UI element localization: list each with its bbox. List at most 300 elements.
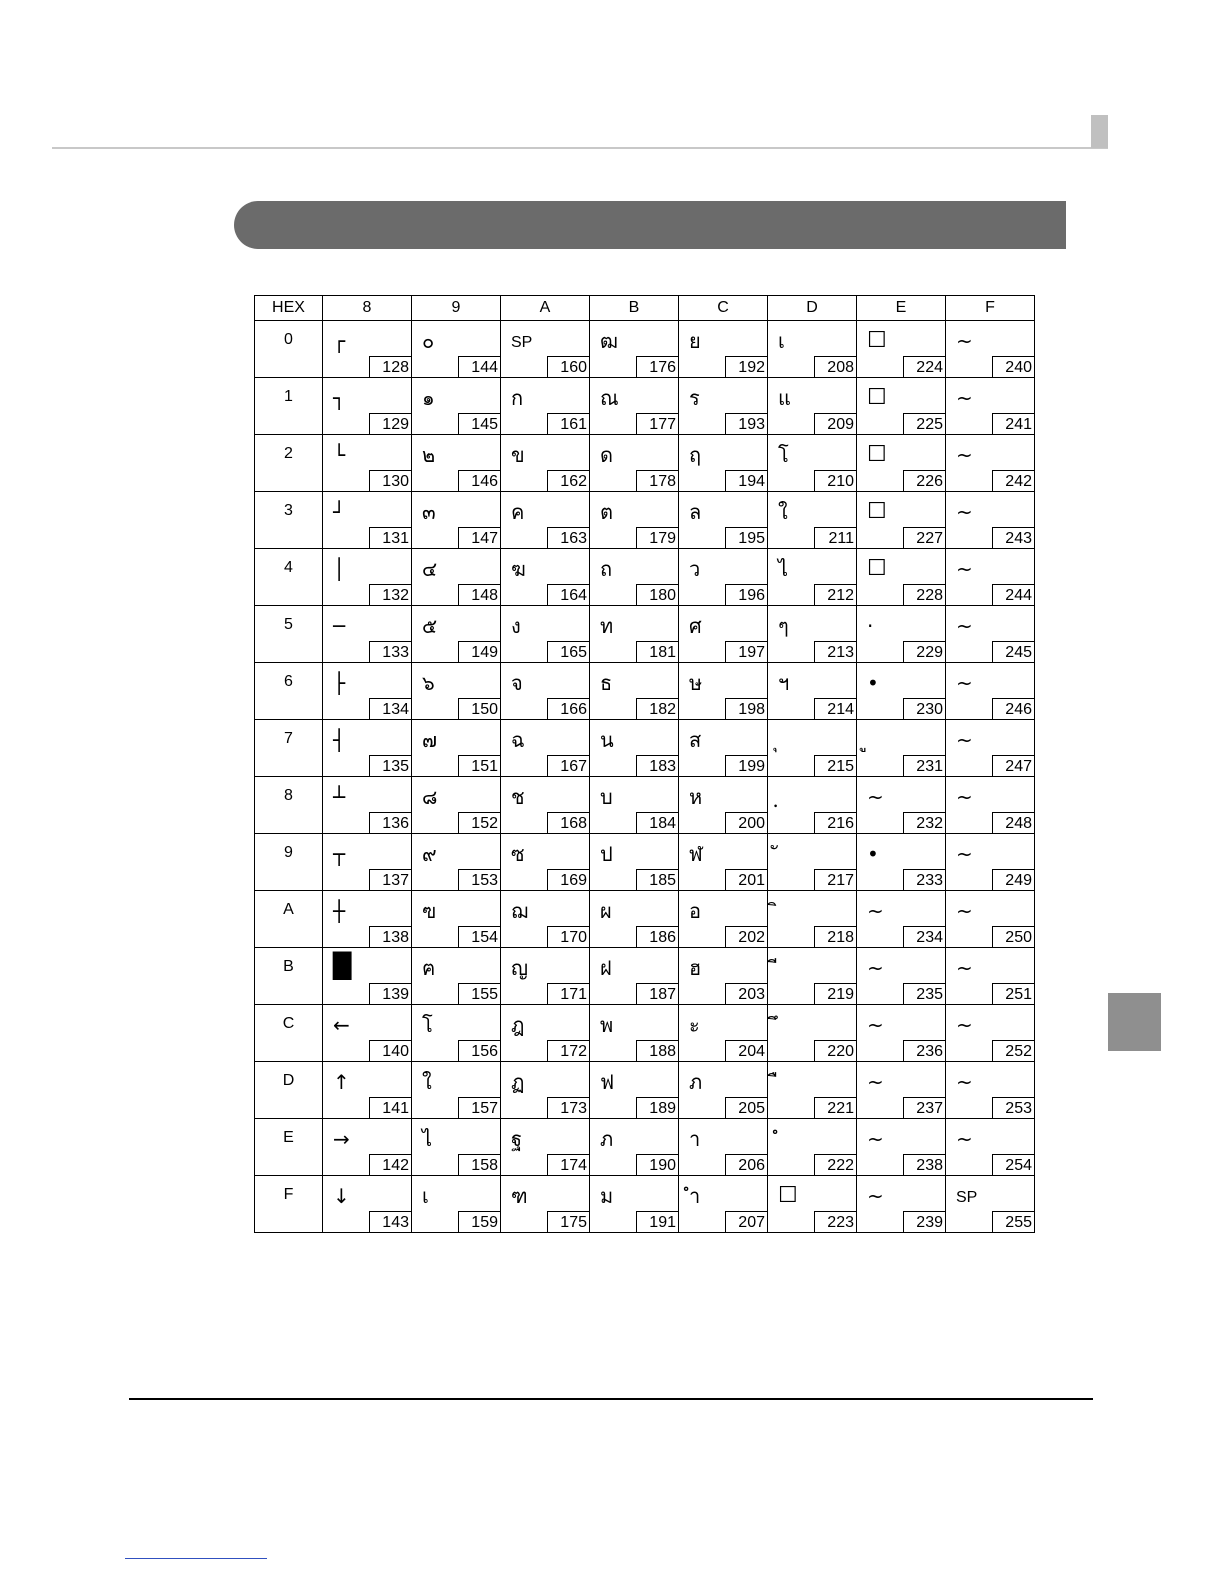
cell-glyph: ~ — [956, 500, 973, 524]
table-cell — [412, 834, 501, 891]
table-cell — [412, 720, 501, 777]
cell-decimal-code: 150 — [458, 698, 501, 720]
cell-glyph: ~ — [956, 728, 973, 752]
cell-decimal-code: 193 — [725, 413, 768, 435]
row-hex-label — [255, 378, 323, 435]
cell-glyph: ท — [600, 614, 614, 638]
row-hex-label — [255, 720, 323, 777]
cell-glyph: ไ — [422, 1127, 433, 1151]
cell-decimal-code: 246 — [992, 698, 1035, 720]
row-hex-label — [255, 834, 323, 891]
cell-decimal-code: 185 — [636, 869, 679, 891]
cell-glyph: ธ — [600, 671, 613, 695]
cell-decimal-code: 230 — [903, 698, 946, 720]
cell-decimal-code: 220 — [814, 1040, 857, 1062]
cell-decimal-code: 252 — [992, 1040, 1035, 1062]
table-cell — [679, 435, 768, 492]
cell-decimal-code: 142 — [369, 1154, 412, 1176]
cell-glyph: ก — [511, 386, 524, 410]
cell-glyph: ☐ — [867, 328, 887, 353]
cell-glyph: ~ — [956, 956, 973, 980]
table-cell — [412, 948, 501, 1005]
cell-glyph: ๘ — [422, 785, 438, 809]
cell-decimal-code: 156 — [458, 1040, 501, 1062]
table-cell — [857, 891, 946, 948]
table-cell — [857, 948, 946, 1005]
cell-glyph: ส — [689, 728, 702, 752]
cell-glyph: ษ — [689, 671, 703, 695]
cell-glyph: ห — [689, 785, 703, 809]
cell-decimal-code: 227 — [903, 527, 946, 549]
header-col-b: B — [590, 296, 679, 321]
cell-glyph: ☐ — [778, 1183, 798, 1208]
table-cell — [946, 1119, 1035, 1176]
cell-glyph: └ — [333, 443, 346, 467]
cell-glyph: ~ — [867, 899, 884, 923]
table-cell — [501, 1062, 590, 1119]
cell-glyph: ~ — [956, 614, 973, 638]
row-hex-label — [255, 549, 323, 606]
cell-decimal-code: 202 — [725, 926, 768, 948]
table-cell — [412, 435, 501, 492]
cell-decimal-code: 161 — [547, 413, 590, 435]
cell-glyph: ~ — [867, 1013, 884, 1037]
cell-glyph: เ — [778, 329, 785, 353]
cell-glyph: ฒ — [600, 329, 619, 353]
row-hex-label-text: D — [282, 1072, 295, 1089]
cell-glyph: แ — [778, 386, 791, 410]
cell-glyph: SP — [511, 334, 533, 351]
cell-decimal-code: 229 — [903, 641, 946, 663]
cell-decimal-code: 154 — [458, 926, 501, 948]
cell-glyph: ๔ — [422, 557, 438, 581]
cell-decimal-code: 208 — [814, 356, 857, 378]
table-cell — [768, 1062, 857, 1119]
cell-decimal-code: 147 — [458, 527, 501, 549]
cell-decimal-code: 169 — [547, 869, 590, 891]
table-row — [255, 1062, 1035, 1119]
table-cell — [946, 492, 1035, 549]
table-cell — [679, 891, 768, 948]
cell-decimal-code: 180 — [636, 584, 679, 606]
table-cell — [946, 948, 1035, 1005]
row-hex-label — [255, 891, 323, 948]
table-cell — [768, 378, 857, 435]
footer-rule — [129, 1398, 1093, 1400]
table-cell — [590, 834, 679, 891]
cell-glyph: SP — [956, 1189, 978, 1206]
cell-glyph: ┘ — [333, 500, 346, 524]
cell-decimal-code: 157 — [458, 1097, 501, 1119]
table-cell — [501, 891, 590, 948]
cell-glyph: ใ — [422, 1070, 432, 1094]
cell-decimal-code: 195 — [725, 527, 768, 549]
cell-decimal-code: 143 — [369, 1211, 412, 1233]
cell-decimal-code: 172 — [547, 1040, 590, 1062]
cell-decimal-code: 129 — [369, 413, 412, 435]
table-cell — [857, 435, 946, 492]
cell-glyph: ├ — [333, 671, 346, 695]
row-hex-label — [255, 492, 323, 549]
cell-decimal-code: 164 — [547, 584, 590, 606]
cell-glyph: ~ — [867, 785, 884, 809]
table-cell — [323, 1176, 412, 1233]
cell-decimal-code: 255 — [992, 1211, 1035, 1233]
table-row — [255, 777, 1035, 834]
table-cell — [768, 1005, 857, 1062]
cell-glyph: ┬ — [333, 842, 346, 866]
cell-glyph: ฌ — [511, 899, 529, 923]
cell-decimal-code: 192 — [725, 356, 768, 378]
table-row — [255, 492, 1035, 549]
cell-glyph: ซ — [511, 842, 525, 866]
row-hex-label — [255, 606, 323, 663]
row-hex-label-text: B — [283, 958, 294, 975]
table-cell — [323, 378, 412, 435]
table-row — [255, 720, 1035, 777]
cell-glyph: ~ — [956, 386, 973, 410]
table-row — [255, 834, 1035, 891]
table-cell — [768, 492, 857, 549]
cell-decimal-code: 233 — [903, 869, 946, 891]
cell-glyph: ข — [511, 443, 525, 467]
table-cell — [679, 549, 768, 606]
table-cell — [323, 549, 412, 606]
table-cell — [768, 720, 857, 777]
cell-glyph: น — [600, 728, 614, 752]
table-cell — [323, 1062, 412, 1119]
cell-glyph: ฤ — [689, 443, 702, 467]
cell-glyph: ☐ — [867, 385, 887, 410]
table-cell — [768, 321, 857, 378]
cell-decimal-code: 243 — [992, 527, 1035, 549]
table-cell — [679, 378, 768, 435]
cell-glyph: ~ — [956, 1127, 973, 1151]
cell-decimal-code: 244 — [992, 584, 1035, 606]
cell-decimal-code: 224 — [903, 356, 946, 378]
cell-glyph: ↓ — [333, 1184, 350, 1208]
table-cell — [501, 1176, 590, 1233]
cell-decimal-code: 223 — [814, 1211, 857, 1233]
row-hex-label-text: 0 — [284, 331, 293, 348]
table-row — [255, 378, 1035, 435]
cell-glyph: ะ — [689, 1013, 700, 1037]
cell-glyph: ฆ — [511, 557, 526, 581]
table-cell — [679, 1062, 768, 1119]
table-cell — [323, 606, 412, 663]
cell-glyph: • — [867, 671, 879, 695]
cell-decimal-code: 155 — [458, 983, 501, 1005]
cell-decimal-code: 228 — [903, 584, 946, 606]
cell-decimal-code: 152 — [458, 812, 501, 834]
table-cell — [946, 720, 1035, 777]
cell-decimal-code: 249 — [992, 869, 1035, 891]
header-rule — [52, 147, 1108, 149]
cell-decimal-code: 181 — [636, 641, 679, 663]
cell-decimal-code: 178 — [636, 470, 679, 492]
table-cell — [946, 435, 1035, 492]
cell-glyph: ~ — [956, 671, 973, 695]
table-cell — [857, 777, 946, 834]
cell-glyph: บ — [600, 785, 613, 809]
table-cell — [412, 1176, 501, 1233]
cell-glyph: ┐ — [333, 386, 346, 410]
table-cell — [679, 1176, 768, 1233]
cell-decimal-code: 213 — [814, 641, 857, 663]
cell-decimal-code: 183 — [636, 755, 679, 777]
cell-decimal-code: 170 — [547, 926, 590, 948]
table-cell — [412, 378, 501, 435]
table-cell — [590, 378, 679, 435]
cell-glyph: ☐ — [867, 499, 887, 524]
table-cell — [590, 891, 679, 948]
row-hex-label-text: E — [283, 1129, 294, 1146]
table-cell — [679, 720, 768, 777]
cell-glyph: ถ — [600, 557, 613, 581]
cell-decimal-code: 159 — [458, 1211, 501, 1233]
cell-decimal-code: 201 — [725, 869, 768, 891]
cell-glyph: ศ — [689, 614, 702, 638]
table-cell — [323, 720, 412, 777]
cell-glyph: า — [689, 1127, 701, 1151]
table-row — [255, 321, 1035, 378]
table-cell — [501, 1005, 590, 1062]
cell-glyph: ฏ — [511, 1070, 525, 1094]
table-cell — [946, 606, 1035, 663]
cell-decimal-code: 184 — [636, 812, 679, 834]
cell-glyph: ฑ — [511, 1184, 528, 1208]
table-cell — [590, 492, 679, 549]
cell-decimal-code: 174 — [547, 1154, 590, 1176]
cell-decimal-code: 137 — [369, 869, 412, 891]
table-cell — [679, 777, 768, 834]
cell-glyph: ฝ — [600, 956, 612, 980]
table-cell — [323, 948, 412, 1005]
table-cell — [857, 321, 946, 378]
cell-decimal-code: 128 — [369, 356, 412, 378]
header-hex: HEX — [255, 296, 323, 321]
cell-glyph: ฉ — [511, 728, 525, 752]
cell-decimal-code: 248 — [992, 812, 1035, 834]
table-cell — [501, 720, 590, 777]
cell-glyph: ย — [689, 329, 701, 353]
cell-glyph: ๆ — [778, 614, 789, 638]
cell-decimal-code: 216 — [814, 812, 857, 834]
row-hex-label-text: 5 — [284, 616, 293, 633]
cell-decimal-code: 144 — [458, 356, 501, 378]
cell-glyph: ┴ — [333, 785, 346, 809]
cell-glyph: ← — [333, 1013, 350, 1037]
cell-decimal-code: 165 — [547, 641, 590, 663]
cell-decimal-code: 130 — [369, 470, 412, 492]
table-cell — [768, 948, 857, 1005]
cell-glyph: ~ — [956, 899, 973, 923]
cell-decimal-code: 231 — [903, 755, 946, 777]
table-cell — [857, 378, 946, 435]
cell-decimal-code: 167 — [547, 755, 590, 777]
table-cell — [768, 1176, 857, 1233]
cell-decimal-code: 171 — [547, 983, 590, 1005]
table-cell — [412, 891, 501, 948]
table-cell — [590, 1062, 679, 1119]
cell-decimal-code: 215 — [814, 755, 857, 777]
cell-decimal-code: 133 — [369, 641, 412, 663]
cell-decimal-code: 163 — [547, 527, 590, 549]
cell-glyph: ~ — [956, 1013, 973, 1037]
cell-glyph: ฅ — [422, 956, 436, 980]
table-cell — [501, 435, 590, 492]
cell-glyph: ๖ — [422, 671, 435, 695]
table-cell — [412, 492, 501, 549]
table-cell — [501, 549, 590, 606]
table-cell — [323, 663, 412, 720]
cell-glyph: ~ — [867, 1070, 884, 1094]
table-cell — [323, 435, 412, 492]
table-cell — [768, 777, 857, 834]
cell-decimal-code: 200 — [725, 812, 768, 834]
cell-glyph: ~ — [956, 329, 973, 353]
table-cell — [857, 492, 946, 549]
cell-glyph: ภ — [689, 1070, 703, 1094]
cell-decimal-code: 210 — [814, 470, 857, 492]
row-hex-label-text: 6 — [284, 673, 293, 690]
table-cell — [412, 663, 501, 720]
table-cell — [501, 1119, 590, 1176]
table-cell — [946, 1176, 1035, 1233]
cell-glyph: ญ — [511, 956, 529, 980]
cell-glyph: ┌ — [333, 329, 346, 353]
table-cell — [590, 948, 679, 1005]
table-cell — [590, 606, 679, 663]
cell-glyph: ~ — [867, 1127, 884, 1151]
cell-glyph: อ — [689, 899, 702, 923]
cell-decimal-code: 240 — [992, 356, 1035, 378]
table-row — [255, 891, 1035, 948]
cell-decimal-code: 146 — [458, 470, 501, 492]
row-hex-label — [255, 1119, 323, 1176]
cell-glyph: ☐ — [867, 556, 887, 581]
cell-glyph: ค — [511, 500, 525, 524]
cell-glyph: เ — [422, 1184, 429, 1208]
cell-decimal-code: 179 — [636, 527, 679, 549]
cell-decimal-code: 141 — [369, 1097, 412, 1119]
table-cell — [679, 1119, 768, 1176]
cell-decimal-code: 187 — [636, 983, 679, 1005]
table-cell — [768, 606, 857, 663]
cell-decimal-code: 160 — [547, 356, 590, 378]
cell-decimal-code: 235 — [903, 983, 946, 1005]
cell-glyph: ↑ — [333, 1070, 350, 1094]
cell-glyph: ฮ — [689, 956, 702, 980]
table-cell — [412, 1062, 501, 1119]
table-cell — [946, 1062, 1035, 1119]
table-cell — [501, 834, 590, 891]
cell-glyph: ด — [600, 443, 613, 467]
cell-glyph: ~ — [956, 842, 973, 866]
cell-decimal-code: 245 — [992, 641, 1035, 663]
cell-glyph: ─ — [333, 614, 346, 638]
section-title-bar — [234, 201, 1066, 249]
table-row — [255, 948, 1035, 1005]
cell-glyph: ล — [689, 500, 702, 524]
table-cell — [857, 663, 946, 720]
cell-decimal-code: 153 — [458, 869, 501, 891]
cell-decimal-code: 209 — [814, 413, 857, 435]
cell-glyph: ฯ — [778, 671, 790, 695]
row-hex-label-text: 9 — [284, 844, 293, 861]
cell-glyph: ร — [689, 386, 700, 410]
cell-glyph: ณ — [600, 386, 619, 410]
table-row — [255, 1119, 1035, 1176]
table-cell — [768, 435, 857, 492]
table-cell — [590, 663, 679, 720]
table-cell — [501, 777, 590, 834]
header-col-c: C — [679, 296, 768, 321]
table-cell — [323, 891, 412, 948]
table-cell — [679, 492, 768, 549]
table-cell — [412, 321, 501, 378]
table-cell — [501, 948, 590, 1005]
cell-decimal-code: 236 — [903, 1040, 946, 1062]
table-cell — [768, 1119, 857, 1176]
cell-decimal-code: 247 — [992, 755, 1035, 777]
cell-glyph: ง — [511, 614, 521, 638]
table-cell — [590, 1176, 679, 1233]
cell-decimal-code: 176 — [636, 356, 679, 378]
cell-glyph: ว — [689, 557, 701, 581]
cell-decimal-code: 232 — [903, 812, 946, 834]
cell-decimal-code: 158 — [458, 1154, 501, 1176]
cell-decimal-code: 186 — [636, 926, 679, 948]
table-cell — [946, 1005, 1035, 1062]
table-cell — [501, 606, 590, 663]
cell-glyph: ำ — [689, 1184, 701, 1208]
cell-decimal-code: 199 — [725, 755, 768, 777]
row-hex-label-text: 7 — [284, 730, 293, 747]
table-cell — [590, 777, 679, 834]
cell-decimal-code: 140 — [369, 1040, 412, 1062]
table-cell — [857, 834, 946, 891]
cell-decimal-code: 237 — [903, 1097, 946, 1119]
table-cell — [679, 606, 768, 663]
cell-decimal-code: 173 — [547, 1097, 590, 1119]
table-cell — [946, 663, 1035, 720]
table-cell — [946, 777, 1035, 834]
cell-glyph: ~ — [867, 956, 884, 980]
header-col-d: D — [768, 296, 857, 321]
table-row — [255, 606, 1035, 663]
table-cell — [323, 1005, 412, 1062]
cell-glyph: โ — [422, 1013, 433, 1037]
cell-decimal-code: 218 — [814, 926, 857, 948]
cell-glyph: ฐ — [511, 1127, 523, 1151]
table-cell — [857, 606, 946, 663]
cell-decimal-code: 250 — [992, 926, 1035, 948]
cell-decimal-code: 149 — [458, 641, 501, 663]
row-hex-label — [255, 948, 323, 1005]
cell-glyph: ไ — [778, 557, 789, 581]
table-cell — [946, 549, 1035, 606]
table-cell — [590, 1119, 679, 1176]
cell-decimal-code: 190 — [636, 1154, 679, 1176]
cell-glyph: ☐ — [867, 442, 887, 467]
table-cell — [590, 1005, 679, 1062]
table-row — [255, 1005, 1035, 1062]
cell-glyph: ผ — [600, 899, 612, 923]
cell-glyph: ฬ — [689, 842, 703, 866]
row-hex-label — [255, 777, 323, 834]
table-cell — [679, 834, 768, 891]
